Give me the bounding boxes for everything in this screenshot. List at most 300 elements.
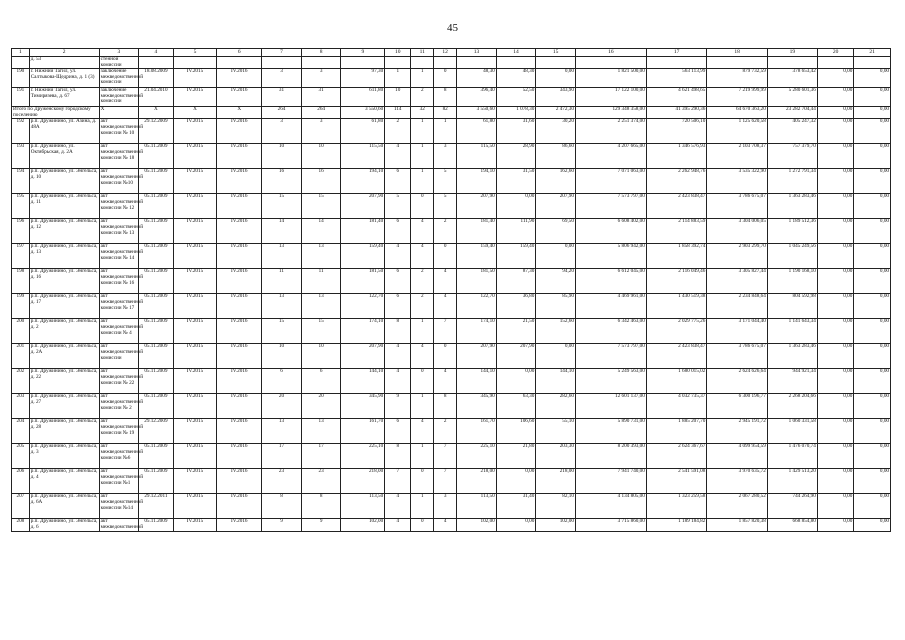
residents-relocated-cell: 15	[301, 319, 341, 344]
rooms-owned-cell: 2	[411, 88, 434, 107]
area-municipal-cell: 218,00	[536, 469, 576, 494]
rooms-total-cell: 9	[385, 394, 411, 419]
doc-date-cell: 05.11.2009	[139, 144, 173, 169]
extra-cost-2-cell: 0,00	[854, 469, 891, 494]
extra-cost-1-cell: 0,00	[817, 269, 853, 294]
rooms-total-cell: 4	[385, 494, 411, 519]
rooms-owned-cell: 2	[411, 269, 434, 294]
extra-cost-1-cell: 0,00	[817, 394, 853, 419]
region-cost-cell: 2 067 280,52	[707, 494, 767, 519]
fund-cost-cell: 720 506,10	[646, 119, 706, 144]
total-label: Итого по Друженскому городскому поселению	[12, 107, 100, 119]
row-number-cell: 200	[12, 319, 30, 344]
column-number: 19	[767, 49, 817, 57]
area-cell: 159,40	[341, 244, 385, 269]
fund-cost-cell: 2 029 775,26	[646, 319, 706, 344]
fund-cost-cell: 1 430 519,38	[646, 294, 706, 319]
local-cost-cell: 1 363 283,46	[767, 194, 817, 219]
extra-cost-2-cell: 0,00	[854, 194, 891, 219]
rooms-municipal-cell: 7	[434, 319, 457, 344]
column-number: 1	[12, 49, 30, 57]
plan-start-cell	[173, 57, 217, 69]
document-cell: стенной комиссии	[99, 57, 139, 69]
table-row	[12, 494, 891, 519]
rooms-total-cell: 8	[385, 319, 411, 344]
document-cell: акт межведомственной комиссии № 16	[99, 269, 139, 294]
rooms-owned-cell: 0	[411, 519, 434, 532]
region-cost-cell	[707, 57, 767, 69]
plan-end-cell: IV.2016	[217, 69, 262, 88]
rooms-municipal-cell: 3	[434, 144, 457, 169]
total-cost-cell: 6 612 045,00	[575, 269, 646, 294]
plan-end-cell: IV.2016	[217, 119, 262, 144]
rooms-owned-cell: 1	[411, 144, 434, 169]
area-cell: 194,10	[341, 169, 385, 194]
extra-cost-1-cell: 0,00	[817, 194, 853, 219]
area-cell: 115,50	[341, 144, 385, 169]
document-cell: акт межведомственной комиссии № 17	[99, 294, 139, 319]
address-cell: р.п. Дружинино, ул. Энгельса, д. 17	[29, 294, 99, 319]
plan-start-cell: IV.2015	[173, 194, 217, 219]
total-cost-cell: 7 573 797,00	[575, 344, 646, 369]
document-cell: акт межведомственной комиссии	[99, 344, 139, 369]
document-cell: заключение межведомственной комиссии	[99, 69, 139, 88]
plan-end-cell: IV.2016	[217, 444, 262, 469]
area-relocated-cell	[457, 57, 497, 69]
rooms-municipal-cell: 82	[434, 107, 457, 119]
plan-start-cell: IV.2015	[173, 319, 217, 344]
extra-cost-2-cell: 0,00	[854, 319, 891, 344]
plan-end-cell: IV.2016	[217, 194, 262, 219]
document-cell: акт межведомственной комиссии №6	[99, 444, 139, 469]
area-owned-cell: 0,00	[496, 519, 536, 532]
residents-count-cell: 16	[262, 169, 302, 194]
plan-end-cell: IV.2016	[217, 319, 262, 344]
area-municipal-cell: 0,00	[536, 244, 576, 269]
row-number-cell: 206	[12, 469, 30, 494]
extra-cost-2-cell: 0,00	[854, 419, 891, 444]
rooms-municipal-cell: 1	[434, 119, 457, 144]
extra-cost-2-cell: 0,00	[854, 169, 891, 194]
area-relocated-cell: 159,40	[457, 244, 497, 269]
region-cost-cell: 4 099 954,59	[707, 444, 767, 469]
residents-count-cell: 20	[262, 394, 302, 419]
area-municipal-cell: 102,00	[536, 519, 576, 532]
fund-cost-cell: 41 395 290,36	[646, 107, 706, 119]
area-municipal-cell: 0,00	[536, 344, 576, 369]
residents-count-cell: 13	[262, 244, 302, 269]
rooms-total-cell	[385, 57, 411, 69]
extra-cost-1-cell: 0,00	[817, 319, 853, 344]
extra-cost-1-cell: 0,00	[817, 494, 853, 519]
document-cell: акт межведомственной комиссии № 4	[99, 319, 139, 344]
address-cell: г. Нижний Тагил, ул. Тимирязева, д. 67	[29, 88, 99, 107]
area-municipal-cell	[536, 57, 576, 69]
row-number-cell: 208	[12, 519, 30, 532]
rooms-total-cell: 4	[385, 244, 411, 269]
extra-cost-1-cell: 0,00	[817, 344, 853, 369]
local-cost-cell: 405 247,32	[767, 119, 817, 144]
total-row	[12, 107, 891, 119]
column-number: 12	[434, 49, 457, 57]
address-cell: р.п. Дружинино, ул. Энгельса, д. 11	[29, 194, 99, 219]
residents-count-cell: 13	[262, 294, 302, 319]
extra-cost-1-cell: 0,00	[817, 144, 853, 169]
column-number: 5	[173, 49, 217, 57]
area-municipal-cell: 203,30	[536, 444, 576, 469]
area-owned-cell: 36,80	[496, 294, 536, 319]
table-row	[12, 394, 891, 419]
extra-cost-1-cell: 0,00	[817, 294, 853, 319]
area-relocated-cell: 194,10	[457, 169, 497, 194]
area-relocated-cell: 122,70	[457, 294, 497, 319]
doc-date-cell: 05.11.2009	[139, 319, 173, 344]
area-municipal-cell: 144,10	[536, 369, 576, 394]
rooms-municipal-cell: 5	[434, 194, 457, 219]
column-number: 15	[536, 49, 576, 57]
rooms-owned-cell: 1	[411, 319, 434, 344]
extra-cost-2-cell: 0,00	[854, 519, 891, 532]
local-cost-cell: 1 060 331,58	[767, 419, 817, 444]
rooms-total-cell: 5	[385, 194, 411, 219]
extra-cost-2-cell: 0,00	[854, 294, 891, 319]
plan-start-cell: IV.2015	[173, 444, 217, 469]
document-cell: акт межведомственной комиссии № 22	[99, 369, 139, 394]
extra-cost-1-cell: 0,00	[817, 88, 853, 107]
document-cell: акт межведомственной комиссии № 12	[99, 194, 139, 219]
total-cost-cell: 129 348 358,00	[575, 107, 646, 119]
rooms-total-cell: 7	[385, 469, 411, 494]
region-cost-cell: 3 535 322,90	[707, 169, 767, 194]
rooms-total-cell: 6	[385, 269, 411, 294]
doc-date-cell: 05.11.2009	[139, 169, 173, 194]
area-relocated-cell: 218,00	[457, 469, 497, 494]
area-owned-cell: 31,40	[496, 494, 536, 519]
row-number-cell: 198	[12, 269, 30, 294]
column-number: 6	[217, 49, 262, 57]
column-number: 16	[575, 49, 646, 57]
doc-date-cell: 05.11.2009	[139, 219, 173, 244]
area-relocated-cell: 174,10	[457, 319, 497, 344]
area-owned-cell: 31,50	[496, 169, 536, 194]
table-row	[12, 469, 891, 494]
plan-start-cell: X	[173, 107, 217, 119]
extra-cost-1-cell: 0,00	[817, 444, 853, 469]
document-cell: акт межведомственной комиссии № 19	[99, 419, 139, 444]
local-cost-cell: 1 476 070,74	[767, 444, 817, 469]
area-cell	[341, 57, 385, 69]
doc-date-cell: 05.11.2009	[139, 344, 173, 369]
area-relocated-cell: 3 550,60	[457, 107, 497, 119]
rooms-municipal-cell: 8	[434, 394, 457, 419]
doc-date-cell: 05.11.2009	[139, 519, 173, 532]
fund-cost-cell: 4 032 735,37	[646, 394, 706, 419]
plan-start-cell: IV.2015	[173, 119, 217, 144]
plan-start-cell: IV.2015	[173, 244, 217, 269]
rooms-total-cell: 1	[385, 69, 411, 88]
rooms-municipal-cell: 0	[434, 69, 457, 88]
area-cell: 611,80	[341, 88, 385, 107]
area-owned-cell: 28,90	[496, 144, 536, 169]
area-municipal-cell: 82,10	[536, 494, 576, 519]
plan-start-cell: IV.2015	[173, 69, 217, 88]
rooms-total-cell: 2	[385, 119, 411, 144]
area-municipal-cell: 162,60	[536, 169, 576, 194]
total-cost-cell: 6 342 463,00	[575, 319, 646, 344]
region-cost-cell: 2 103 708,37	[707, 144, 767, 169]
total-cost-cell: 3 715 860,00	[575, 519, 646, 532]
residents-relocated-cell: 23	[301, 469, 341, 494]
area-cell: 97,30	[341, 69, 385, 88]
rooms-municipal-cell: 0	[434, 344, 457, 369]
fund-cost-cell: 2 624 367,67	[646, 444, 706, 469]
local-cost-cell: 378 653,42	[767, 69, 817, 88]
address-cell: р.п. Дружинино, ул. Энгельса, д. 22	[29, 369, 99, 394]
fund-cost-cell: 2 541 591,08	[646, 469, 706, 494]
residents-count-cell: 23	[262, 469, 302, 494]
region-cost-cell: 1 857 820,38	[707, 519, 767, 532]
area-relocated-cell: 345,90	[457, 394, 497, 419]
extra-cost-1-cell: 0,00	[817, 519, 853, 532]
column-number: 17	[646, 49, 706, 57]
address-cell: д. 53	[29, 57, 99, 69]
rooms-total-cell: 4	[385, 344, 411, 369]
area-owned-cell: 21,50	[496, 319, 536, 344]
extra-cost-1-cell: 0,00	[817, 119, 853, 144]
plan-start-cell: IV.2015	[173, 519, 217, 532]
plan-end-cell: IV.2016	[217, 169, 262, 194]
region-cost-cell: 3 171 044,40	[707, 319, 767, 344]
region-cost-cell: 64 670 363,20	[707, 107, 767, 119]
column-number: 9	[341, 49, 385, 57]
area-cell: 181,50	[341, 269, 385, 294]
fund-cost-cell: 2 114 883,59	[646, 219, 706, 244]
table-row	[12, 194, 891, 219]
rooms-municipal-cell: 5	[434, 169, 457, 194]
area-owned-cell: 87,30	[496, 269, 536, 294]
rooms-owned-cell: 1	[411, 69, 434, 88]
rooms-owned-cell: 2	[411, 294, 434, 319]
document-cell: акт межведомственной комиссии №10	[99, 169, 139, 194]
area-municipal-cell: 30,20	[536, 119, 576, 144]
area-municipal-cell: 69,50	[536, 219, 576, 244]
fund-cost-cell: 1 323 259,58	[646, 494, 706, 519]
rooms-total-cell: 10	[385, 88, 411, 107]
fund-cost-cell: 4 621 498,65	[646, 88, 706, 107]
fund-cost-cell: 563 113,99	[646, 69, 706, 88]
column-number: 7	[262, 49, 302, 57]
doc-date-cell: 05.11.2009	[139, 269, 173, 294]
area-relocated-cell: 161,70	[457, 419, 497, 444]
area-owned-cell: 0,00	[496, 369, 536, 394]
residents-relocated-cell: 17	[301, 444, 341, 469]
document-cell: заключение межведомственной комиссии	[99, 88, 139, 107]
area-municipal-cell: 207,90	[536, 194, 576, 219]
doc-date-cell: 18.08.2009	[139, 69, 173, 88]
document-cell: акт межведомственной	[100, 518, 144, 530]
residents-relocated-cell: 10	[301, 344, 341, 369]
plan-start-cell: IV.2015	[173, 269, 217, 294]
extra-cost-1-cell: 0,00	[817, 369, 853, 394]
local-cost-cell: 668 854,80	[767, 519, 817, 532]
total-cost-cell: 7 071 063,00	[575, 169, 646, 194]
total-cost-cell: 8 200 393,00	[575, 444, 646, 469]
local-cost-cell: 1 045 249,56	[767, 244, 817, 269]
area-municipal-cell: 55,10	[536, 419, 576, 444]
plan-end-cell: IV.2016	[217, 344, 262, 369]
residents-count-cell: 14	[262, 219, 302, 244]
area-cell: 161,70	[341, 419, 385, 444]
plan-end-cell: IV.2016	[217, 519, 262, 532]
row-number-cell: 205	[12, 444, 30, 469]
column-number: 13	[457, 49, 497, 57]
address-cell: р.п. Дружинино, ул. Энгельса, д. 12	[29, 219, 99, 244]
table-row	[12, 88, 891, 107]
rooms-total-cell: 6	[385, 419, 411, 444]
region-cost-cell: 3 786 675,07	[707, 344, 767, 369]
residents-relocated-cell: 10	[301, 144, 341, 169]
residents-count-cell: 17	[262, 444, 302, 469]
area-owned-cell: 0,00	[496, 469, 536, 494]
region-cost-cell: 2 234 848,64	[707, 294, 767, 319]
area-municipal-cell: 86,60	[536, 144, 576, 169]
rooms-owned-cell: 1	[411, 169, 434, 194]
residents-count-cell: 15	[262, 194, 302, 219]
doc-date-cell	[139, 57, 173, 69]
row-number-cell: 201	[12, 344, 30, 369]
area-owned-cell: 31,60	[496, 119, 536, 144]
extra-cost-2-cell: 0,00	[854, 444, 891, 469]
document-cell: акт межведомственной комиссии №1	[99, 469, 139, 494]
residents-count-cell: 15	[262, 319, 302, 344]
area-relocated-cell: 396,40	[457, 88, 497, 107]
rooms-municipal-cell: 4	[434, 369, 457, 394]
area-owned-cell: 21,80	[496, 444, 536, 469]
area-relocated-cell: 181,40	[457, 219, 497, 244]
doc-date-cell: 05.11.2009	[139, 244, 173, 269]
residents-relocated-cell: 15	[301, 194, 341, 219]
column-number: 4	[139, 49, 173, 57]
residents-count-cell: 13	[262, 419, 302, 444]
rooms-municipal-cell: 3	[434, 494, 457, 519]
residents-relocated-cell: 13	[301, 419, 341, 444]
fund-cost-cell: 2 423 838,47	[646, 194, 706, 219]
total-cost-cell: 1 821 500,00	[575, 69, 646, 88]
table-row	[12, 144, 891, 169]
area-municipal-cell: 85,90	[536, 294, 576, 319]
extra-cost-2-cell: 0,00	[854, 369, 891, 394]
total-cost-cell	[575, 57, 646, 69]
total-cost-cell: 4 134 805,00	[575, 494, 646, 519]
document-cell: акт межведомственной комиссии № 18	[99, 144, 139, 169]
plan-end-cell: IV.2016	[217, 469, 262, 494]
area-owned-cell: 1 078,30	[496, 107, 536, 119]
region-cost-cell: 2 624 626,64	[707, 369, 767, 394]
table-row	[12, 119, 891, 144]
rooms-municipal-cell: 7	[434, 444, 457, 469]
rooms-owned-cell: 1	[411, 119, 434, 144]
total-cost-cell: 7 573 797,00	[575, 194, 646, 219]
area-relocated-cell: 144,10	[457, 369, 497, 394]
residents-count-cell: 9	[262, 519, 302, 532]
row-number-cell	[12, 57, 30, 69]
housing-table	[11, 48, 891, 532]
rooms-municipal-cell: 4	[434, 269, 457, 294]
address-cell: р.п. Дружинино, ул. Энгельса, д. 13	[29, 244, 99, 269]
extra-cost-2-cell: 0,00	[854, 394, 891, 419]
address-cell: р.п. Дружинино, ул. Энгельса, д. 2	[29, 319, 99, 344]
plan-end-cell: IV.2016	[217, 419, 262, 444]
residents-relocated-cell: 20	[301, 394, 341, 419]
column-number: 14	[496, 49, 536, 57]
rooms-municipal-cell: 0	[434, 244, 457, 269]
region-cost-cell: 2 945 191,72	[707, 419, 767, 444]
rooms-owned-cell: 0	[411, 469, 434, 494]
fund-cost-cell: 1 885 207,70	[646, 419, 706, 444]
rooms-owned-cell: 0	[411, 194, 434, 219]
plan-end-cell: IV.2016	[217, 88, 262, 107]
local-cost-cell: 23 282 704,44	[767, 107, 817, 119]
extra-cost-1-cell	[817, 57, 853, 69]
local-cost-cell: 1 189 512,36	[767, 219, 817, 244]
fund-cost-cell: 2 116 049,46	[646, 269, 706, 294]
table-row	[12, 369, 891, 394]
address-cell: р.п. Дружинино, ул. Октябрьская, д. 2А	[29, 144, 99, 169]
area-cell: 207,90	[341, 344, 385, 369]
plan-start-cell: IV.2015	[173, 369, 217, 394]
doc-date-cell: 29.12.2009	[139, 119, 173, 144]
area-owned-cell: 52,50	[496, 88, 536, 107]
table-row	[12, 57, 891, 69]
document-cell: X	[99, 107, 139, 119]
area-municipal-cell: 282,60	[536, 394, 576, 419]
plan-end-cell: IV.2016	[217, 394, 262, 419]
rooms-municipal-cell: 4	[434, 519, 457, 532]
column-number-row	[12, 49, 891, 57]
column-number: 2	[29, 49, 99, 57]
residents-count-cell: 10	[262, 344, 302, 369]
table-row	[12, 519, 891, 532]
column-number: 18	[707, 49, 767, 57]
residents-count-cell: 3	[262, 69, 302, 88]
area-municipal-cell: 0,00	[536, 69, 576, 88]
rooms-total-cell: 6	[385, 294, 411, 319]
local-cost-cell: 2 268 204,66	[767, 394, 817, 419]
table-row	[12, 219, 891, 244]
plan-start-cell: IV.2015	[173, 88, 217, 107]
residents-count-cell: 6	[262, 369, 302, 394]
rooms-owned-cell: 1	[411, 394, 434, 419]
area-cell: 174,10	[341, 319, 385, 344]
residents-count-cell	[262, 57, 302, 69]
local-cost-cell: 1 272 791,34	[767, 169, 817, 194]
rooms-total-cell: 6	[385, 219, 411, 244]
extra-cost-1-cell: 0,00	[817, 219, 853, 244]
fund-cost-cell: 2 262 948,76	[646, 169, 706, 194]
residents-relocated-cell: 3	[301, 119, 341, 144]
area-owned-cell: 159,40	[496, 244, 536, 269]
plan-end-cell: X	[217, 107, 262, 119]
document-cell: акт межведомственной комиссии № 13	[99, 219, 139, 244]
extra-cost-2-cell: 0,00	[854, 494, 891, 519]
fund-cost-cell: 2 423 838,47	[646, 344, 706, 369]
extra-cost-2-cell: 0,00	[854, 269, 891, 294]
table-row	[12, 169, 891, 194]
column-number: 3	[99, 49, 139, 57]
local-cost-cell: 5 280 601,36	[767, 88, 817, 107]
rooms-municipal-cell: 7	[434, 469, 457, 494]
area-relocated-cell: 102,00	[457, 519, 497, 532]
